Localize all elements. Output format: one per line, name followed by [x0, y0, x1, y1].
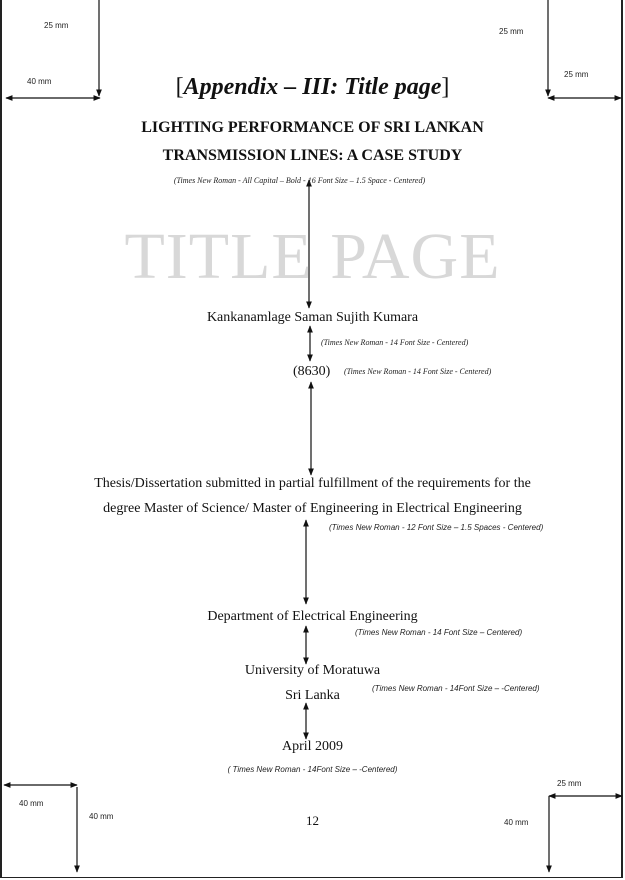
statement-line-1	[0, 476, 625, 492]
department-format-note: (Times New Roman - 14 Font Size – Centered)	[355, 628, 523, 637]
submission-date: April 2009	[281, 739, 344, 754]
title-format-note: (Times New Roman - All Capital – Bold - 16 Font Size – 1.5 Space - Centered)	[173, 176, 426, 185]
statement-line-2	[0, 501, 625, 517]
university-country: Sri Lanka	[285, 688, 340, 703]
statement-line-1-text: Thesis/Dissertation submitted in partial fulfillment of the requirements for the	[94, 476, 531, 491]
author-index: (8630)	[293, 364, 331, 379]
thesis-title-line-1: LIGHTING PERFORMANCE OF SRI LANKAN	[141, 119, 484, 136]
author-name-format-note: (Times New Roman - 14 Font Size - Centered)	[321, 338, 469, 347]
thesis-title-line-2: TRANSMISSION LINES: A CASE STUDY	[162, 147, 463, 164]
author-index-format-note: (Times New Roman - 14 Font Size - Centered)	[344, 367, 492, 376]
heading-text: Appendix – III: Title page	[183, 74, 442, 100]
appendix-heading	[0, 74, 625, 101]
page-number: 12	[306, 813, 319, 828]
heading-open-bracket: [	[175, 74, 184, 100]
date-format-note: ( Times New Roman - 14Font Size – -Centered)	[227, 765, 398, 774]
title-page-watermark: TITLE PAGE	[124, 220, 501, 293]
department-name: Department of Electrical Engineering	[207, 609, 418, 624]
top-right-vertical-label: 25 mm	[499, 27, 524, 36]
top-right-horizontal-label: 25 mm	[564, 70, 589, 79]
bottom-left-vertical-label: 40 mm	[89, 812, 114, 821]
bottom-left-horizontal-label: 40 mm	[19, 799, 44, 808]
top-left-vertical-label: 25 mm	[44, 21, 69, 30]
statement-line-2-text: degree Master of Science/ Master of Engineering in Electrical Engineering	[103, 501, 522, 516]
top-left-horizontal-label: 40 mm	[27, 77, 52, 86]
bottom-right-horizontal-label: 25 mm	[557, 779, 582, 788]
university-name: University of Moratuwa	[244, 663, 381, 678]
heading-close-bracket: ]	[441, 74, 450, 100]
statement-format-note: (Times New Roman - 12 Font Size – 1.5 Spaces - Centered)	[329, 523, 544, 532]
bottom-right-vertical-label: 40 mm	[504, 818, 529, 827]
university-format-note: (Times New Roman - 14Font Size – -Centered)	[372, 684, 540, 693]
author-name: Kankanamlage Saman Sujith Kumara	[206, 310, 419, 325]
